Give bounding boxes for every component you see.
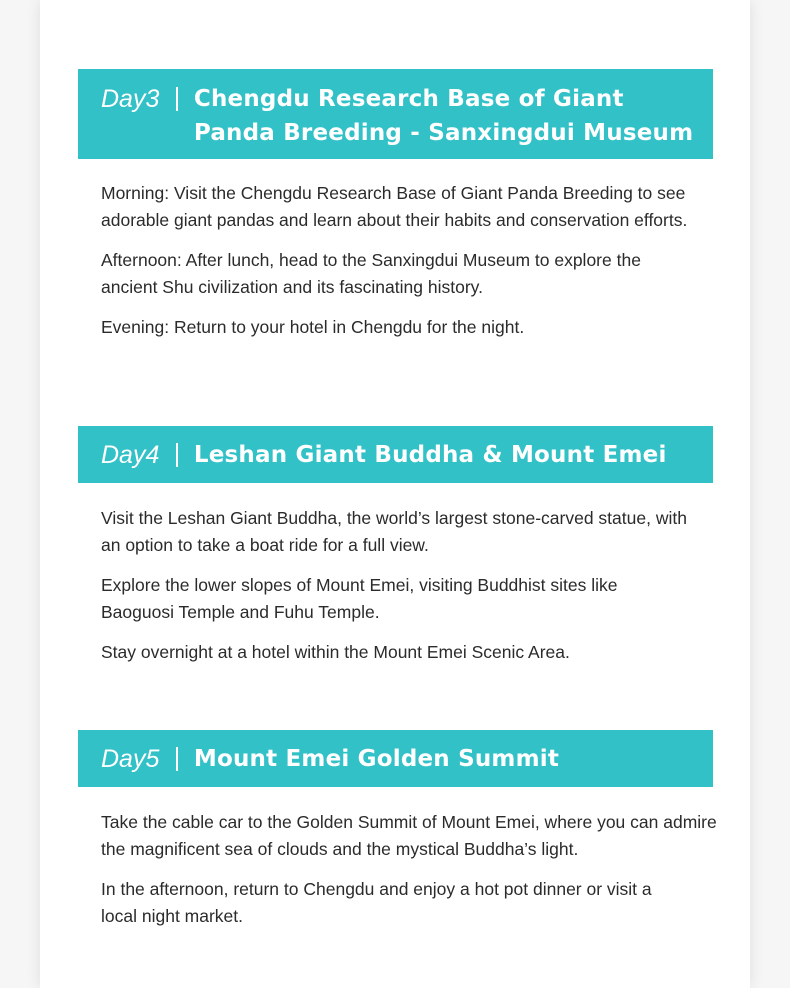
day-title: Mount Emei Golden Summit [193,746,560,772]
day-title: Chengdu Research Base of Giant Panda Breeding - Sanxingdui Museum [193,86,694,146]
day-description [78,809,731,930]
paragraph: Afternoon: After lunch, head to the Sanxingdui Museum to explore the ancient Shu civilization and its fascinating history. [101,250,641,297]
paragraph: Explore the lower slopes of Mount Emei, visiting Buddhist sites like Baoguosi Temple and Fuhu Temple. [101,575,618,622]
header-divider [176,443,178,467]
paragraph: Morning: Visit the Chengdu Research Base of Giant Panda Breeding to see adorable giant pandas and learn about their habits and conservation efforts. [101,183,688,230]
day-label: Day3 [101,85,160,113]
day-header [78,730,713,787]
day-title: Leshan Giant Buddha & Mount Emei [193,442,667,468]
header-divider [176,747,178,771]
day-description [78,505,713,666]
paragraph: Take the cable car to the Golden Summit of Mount Emei, where you can admire the magnificent sea of clouds and the mystical Buddha’s light. [101,812,717,859]
day-label: Day4 [101,441,160,469]
day-header [78,69,713,159]
paragraph: Stay overnight at a hotel within the Mount Emei Scenic Area. [101,642,570,662]
day-header [78,426,713,483]
day-section-4 [78,426,713,679]
day-section-5 [78,730,717,943]
day-description [78,180,701,341]
day-section-3 [78,69,713,354]
paragraph: Evening: Return to your hotel in Chengdu for the night. [101,317,525,337]
paragraph: In the afternoon, return to Chengdu and enjoy a hot pot dinner or visit a local night market. [101,879,652,926]
itinerary-page [40,0,750,988]
header-divider [176,87,178,111]
paragraph: Visit the Leshan Giant Buddha, the world’s largest stone-carved statue, with an option to take a boat ride for a full view. [101,508,687,555]
day-label: Day5 [101,745,160,773]
